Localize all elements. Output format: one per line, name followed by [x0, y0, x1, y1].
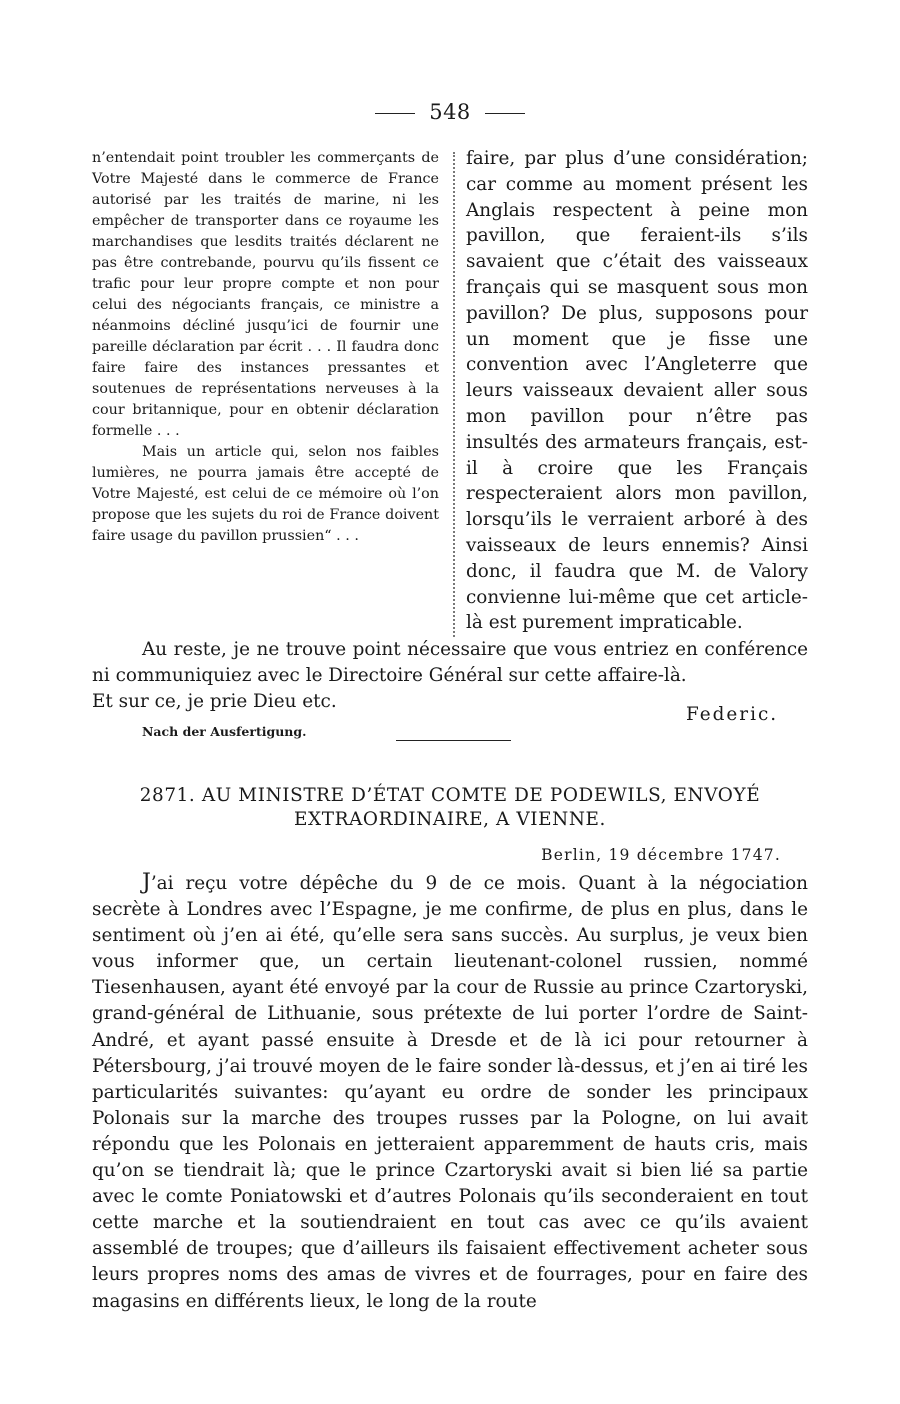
letter-body-paragraph: [92, 870, 808, 1315]
column-divider: [453, 152, 455, 637]
letter-heading-text-1: AU MINISTRE D’ÉTAT COMTE DE PODEWILS, ENVOYÉ: [201, 785, 761, 806]
page-number-dash-left: [375, 113, 415, 114]
page-number: [0, 100, 900, 124]
dateline: Berlin, 19 décembre 1747.: [541, 846, 781, 864]
letter-heading-line-2: EXTRAORDINAIRE, A VIENNE.: [294, 809, 606, 830]
left-column-paragraph-2: Mais un article qui, selon nos faibles lumières, ne pourra jamais être accepté de Votre Majesté, est celui de ce mémoire où l’on propose que les sujets du roi de France doivent faire usage du pavillon prussien“ . . .: [92, 444, 439, 544]
letter-body: [92, 870, 808, 1315]
letter-heading-line-1: [92, 784, 808, 808]
closing-block: [92, 637, 808, 714]
drop-cap: J: [142, 870, 151, 895]
source-note: Nach der Ausfertigung.: [142, 724, 307, 739]
page-number-text: 548: [429, 100, 471, 124]
signature: Federic.: [686, 704, 779, 725]
right-column-paragraph: faire, par plus d’une considération; car comme au moment présent les Anglais respectent à peine mon pavillon, que feraient-ils s’ils savaient que c’était des vaisseaux français qui se masquent sous mon pavillon? De plus, supposons pour un moment que je fisse une convention avec l’Angleterre que leurs vaisseaux devaient aller sous mon pavillon pour n’être pas insultés des armateurs français, est-il à croire que les Français respecteraient alors mon pavillon, lorsqu’ils le verraient arboré à des vaisseaux de leurs ennemis? Ainsi donc, il faudra que M. de Valory convienne lui-même que cet article-là est purement impraticable.: [466, 148, 808, 634]
page-number-dash-right: [485, 113, 525, 114]
letter-number: 2871.: [139, 785, 196, 806]
closing-line-1: Au reste, je ne trouve point nécessaire que vous entriez en conférence ni communiquiez avec le Directoire Général sur cette affaire-là.: [92, 639, 808, 686]
closing-line-2: Et sur ce, je prie Dieu etc.: [92, 690, 337, 712]
right-column: [466, 146, 808, 636]
left-column-paragraph-1: n’entendait point troubler les commerçants de Votre Majesté dans le commerce de France autorisé par les traités de marine, ni les empêcher de transporter dans ce royaume les marchandises que lesdits traités déclarent ne pas être contrebande, pourvu qu’ils fissent ce trafic pour leur propre compte et non pour celui des négociants français, ce ministre a néanmoins décliné jusqu’ici de fournir une pareille déclaration par écrit . . . Il faudra donc faire faire des instances pressantes et soutenues de représentations nerveuses à la cour britannique, pour en obtenir déclaration formelle . . .: [92, 150, 439, 439]
letter-body-text: ’ai reçu votre dépêche du 9 de ce mois. Quant à la négociation secrète à Londres avec l’Espagne, je me confirme, de plus en plus, dans le sentiment où j’en ai été, qu’elle sera sans succès. Au surplus, je veux bien vous informer que, un certain lieutenant-colonel russien, nommé Tiesenhausen, ayant été envoyé par la cour de Russie au prince Czartoryski, grand-général de Lithuanie, sous prétexte de lui porter l’ordre de Saint-André, et ayant passé ensuite à Dresde et de là ici pour retourner à Pétersbourg, j’ai trouvé moyen de le faire sonder là-dessus, et j’en ai tiré les particularités suivantes: qu’ayant eu ordre de sonder les principaux Polonais sur la marche des troupes russes par la Pologne, on lui avait répondu que les Polonais en jetteraient apparemment de hauts cris, mais qu’on se tiendrait là; que le prince Czartoryski avait si bien lié sa partie avec le comte Poniatowski et d’autres Polonais qu’ils seconderaient en tout cette marche et la soutiendraient en tout cas avec ce qu’ils avaient assemblé de troupes; que d’ailleurs ils faisaient effectivement acheter sous leurs propres noms des amas de vivres et de fourrages, pour en faire des magasins en différents lieux, le long de la route: [92, 873, 808, 1312]
letter-heading: [92, 784, 808, 832]
separator-rule: [396, 740, 511, 741]
left-column: [92, 148, 439, 547]
